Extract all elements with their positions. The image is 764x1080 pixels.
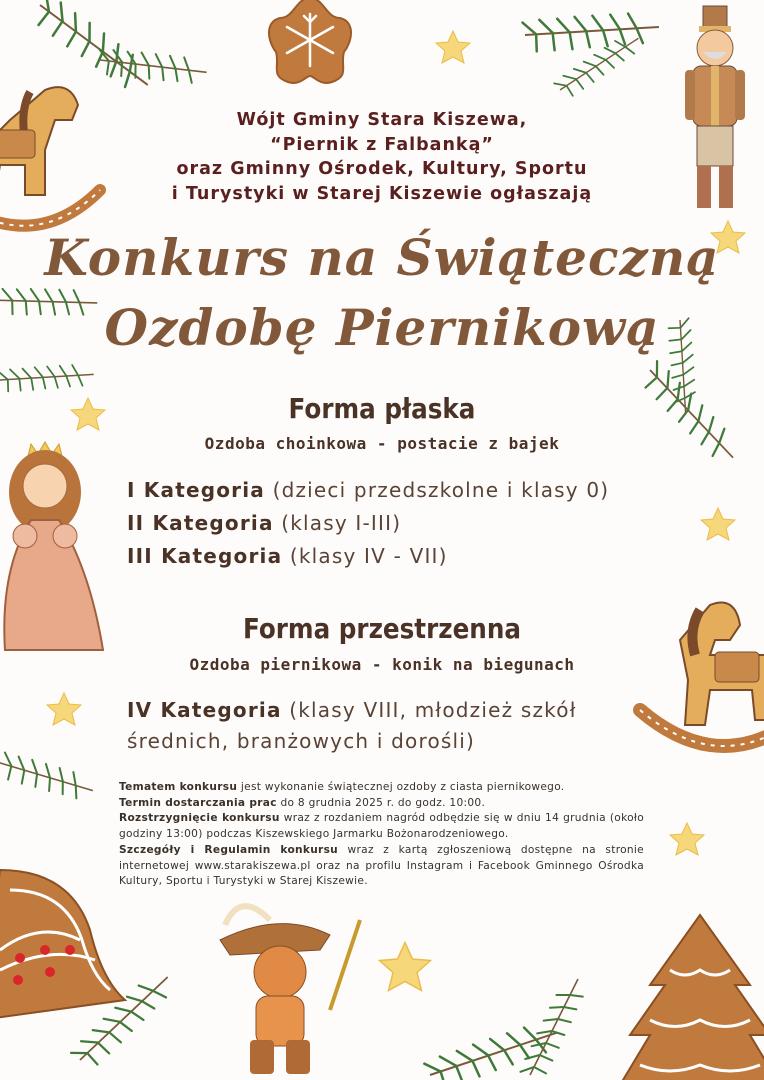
info-label: Termin dostarczania prac [119,796,277,809]
category-desc-continued: średnich, branżowych i dorośli) [127,729,476,753]
info-topic [119,780,644,796]
info-text: wraz z kartą zgłoszeniową dostępne na stronie internetowej www.starakiszewa.pl oraz na profilu Instagram i Facebook Gminnego Ośrodka Kultury, Sportu i Turystyki w Starej Kiszewie. [119,843,644,888]
category-desc: (klasy I-III) [281,511,402,535]
info-label: Rozstrzygnięcie konkursu [119,812,280,825]
info-label: Szczegóły i Regulamin konkursu [119,843,339,856]
gingerbread-tree-icon [620,915,764,1080]
organizer-line: oraz Gminny Ośrodek, Kultury, Sportu [176,159,588,179]
star-icon [47,693,81,725]
category-item [127,544,448,568]
organizers-block [0,108,764,206]
star-icon [436,31,470,63]
gingerbread-snowflake-icon [269,0,351,83]
category-name: I Kategoria [127,478,265,502]
flat-form-subheading: Ozdoba choinkowa - postacie z bajek [204,434,560,453]
fir-branch-icon [97,18,209,109]
organizer-line: “Piernik z Falbanką” [270,134,494,155]
star-icon [380,943,431,991]
category-item [127,478,609,502]
category-desc: (klasy VIII, młodzież szkół [289,698,577,722]
fir-branch-icon [422,982,562,1080]
info-text: do 8 grudnia 2025 r. do godz. 10:00. [276,796,486,809]
fir-branch-icon [520,979,582,1075]
info-deadline [119,796,644,812]
page-title-line1: Konkurs na Świąteczną [44,228,720,287]
info-text: jest wykonanie świątecznej ozdoby z ciasta piernikowego. [237,781,565,793]
spatial-form-heading: Forma przestrzenna [243,612,521,645]
organizer-line: i Turystyki w Starej Kiszewie ogłaszają [171,183,593,204]
puss-in-boots-icon [220,906,360,1074]
category-desc: (dzieci przedszkolne i klasy 0) [272,478,610,502]
category-item [127,511,401,535]
info-text: wraz z rozdaniem nagród odbędzie się w dniu 14 grudnia (około godziny 13:00) podczas Kiszewskiego Jarmarku Bożonarodzeniowego. [119,812,644,841]
category-name: II Kategoria [127,511,274,535]
star-icon [701,508,735,540]
info-paragraph [119,780,644,890]
fir-branch-icon [29,0,161,91]
fir-branch-icon [0,734,94,812]
category-name: IV Kategoria [127,698,282,722]
page-title-line2: Ozdobę Piernikową [104,298,660,357]
category-name: III Kategoria [127,544,283,568]
spatial-form-subheading: Ozdoba piernikowa - konik na biegunach [189,655,575,674]
category-item [127,698,577,722]
star-icon [670,823,704,855]
flat-form-heading: Forma płaska [288,392,476,425]
organizer-line: Wójt Gminy Stara Kiszewa, [236,110,528,130]
info-result [119,811,644,842]
info-details [119,843,644,890]
info-label: Tematem konkursu [119,781,238,793]
category-desc: (klasy IV - VII) [289,544,448,568]
gingerbread-bell-icon [0,870,125,1020]
